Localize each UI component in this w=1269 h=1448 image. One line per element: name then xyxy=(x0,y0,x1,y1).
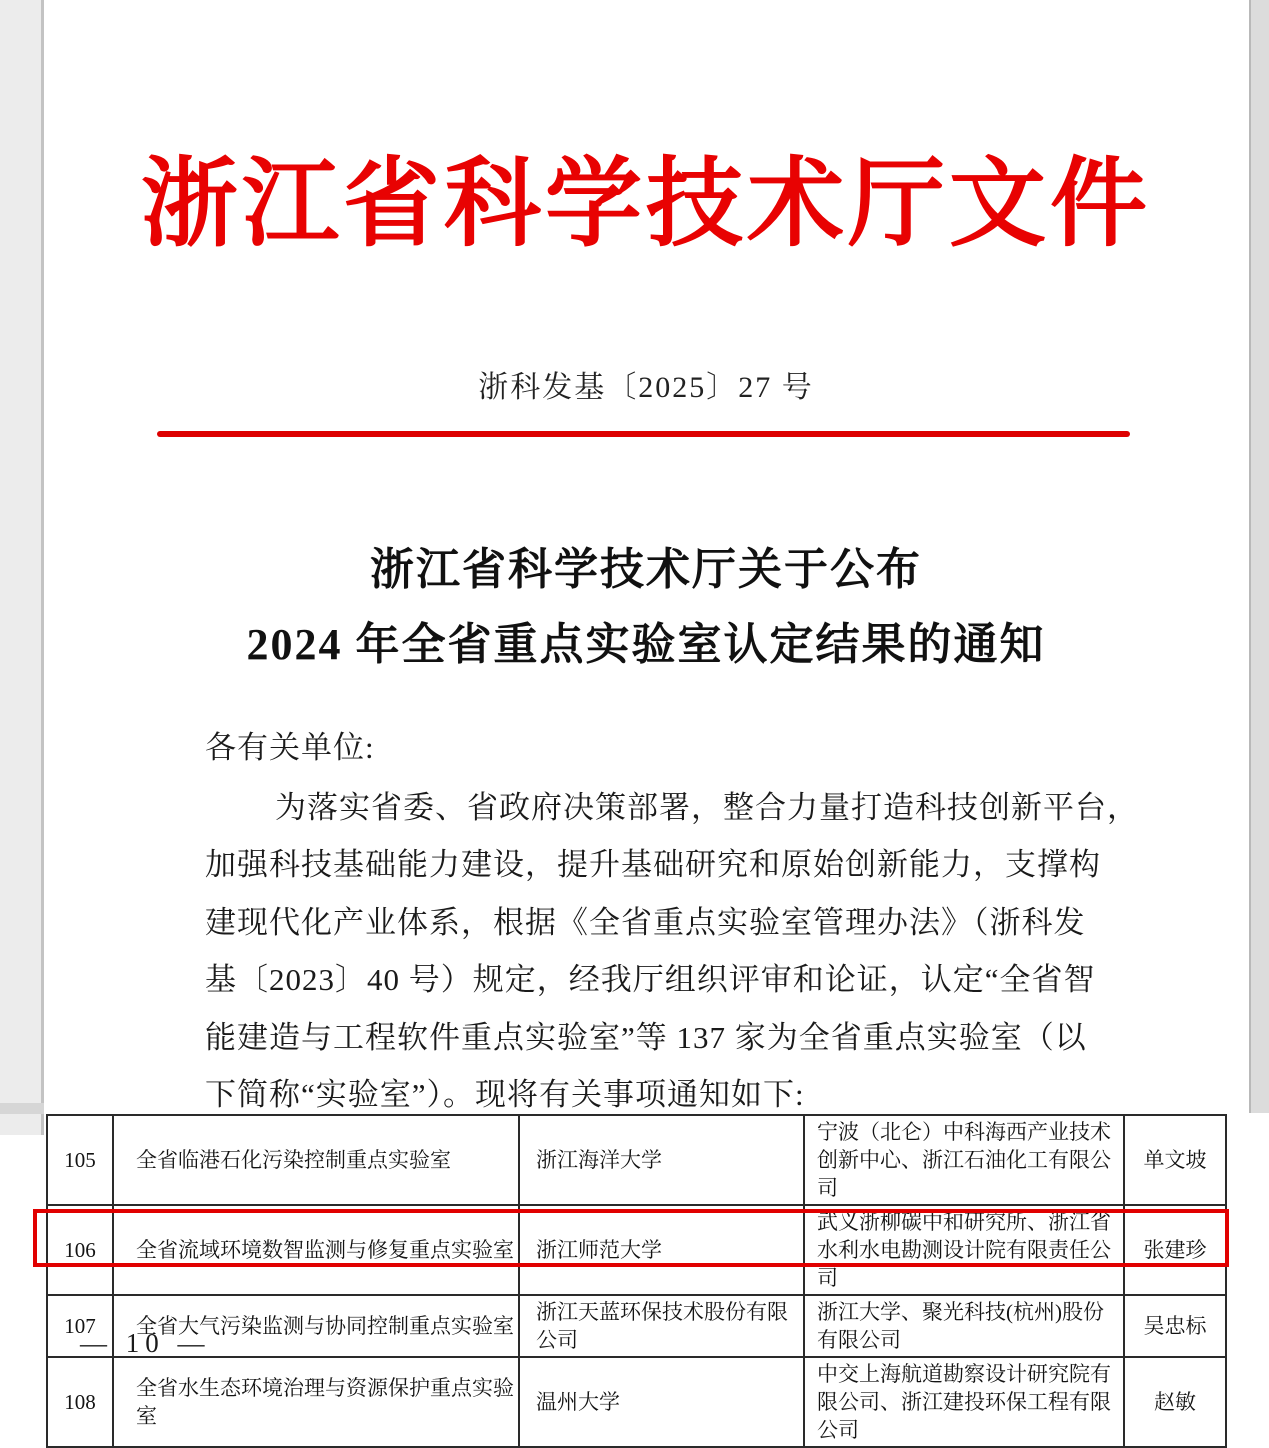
salutation: 各有关单位: xyxy=(205,730,375,765)
cell-partners: 中交上海航道勘察设计研究院有限公司、浙江建投环保工程有限公司 xyxy=(804,1357,1124,1447)
cell-host: 浙江师范大学 xyxy=(519,1205,804,1295)
viewer-left-margin xyxy=(0,0,44,1135)
table-row-highlighted xyxy=(47,1295,1226,1357)
cell-no: 106 xyxy=(47,1205,113,1295)
notice-title-line-2: 2024 年全省重点实验室认定结果的通知 xyxy=(246,620,1046,669)
cell-director: 吴忠标 xyxy=(1124,1295,1226,1357)
cell-host: 浙江海洋大学 xyxy=(519,1115,804,1205)
table-row xyxy=(47,1115,1226,1205)
body-line: 基〔2023〕40 号）规定，经我厅组织评审和论证，认定“全省智 xyxy=(205,962,1096,998)
notice-title-line-1: 浙江省科学技术厅关于公布 xyxy=(370,545,922,594)
cell-lab: 全省临港石化污染控制重点实验室 xyxy=(113,1115,519,1205)
body-paragraph xyxy=(205,779,1165,1123)
cell-lab: 全省水生态环境治理与资源保护重点实验室 xyxy=(113,1357,519,1447)
red-divider-rule xyxy=(157,431,1130,437)
body-line: 为落实省委、省政府决策部署，整合力量打造科技创新平台， xyxy=(275,790,1139,825)
labs-table-section xyxy=(46,1114,1227,1448)
cell-lab: 全省大气污染监测与协同控制重点实验室 xyxy=(113,1295,519,1357)
body-line: 建现代化产业体系，根据《全省重点实验室管理办法》（浙科发 xyxy=(205,904,1086,940)
letterhead-title: 浙江省科学技术厅文件 xyxy=(141,151,1151,258)
cell-partners: 武义浙柳碳中和研究所、浙江省水利水电勘测设计院有限责任公司 xyxy=(804,1205,1124,1295)
cell-no: 108 xyxy=(47,1357,113,1447)
labs-table xyxy=(46,1114,1227,1448)
document-number: 浙科发基〔2025〕27 号 xyxy=(478,371,814,404)
cell-host: 温州大学 xyxy=(519,1357,804,1447)
table-row xyxy=(47,1357,1226,1447)
cell-partners: 宁波（北仑）中科海西产业技术创新中心、浙江石油化工有限公司 xyxy=(804,1115,1124,1205)
cell-lab: 全省流域环境数智监测与修复重点实验室 xyxy=(113,1205,519,1295)
cell-director: 赵敏 xyxy=(1124,1357,1226,1447)
page-number: — 10 — xyxy=(80,1328,211,1358)
cell-no: 105 xyxy=(47,1115,113,1205)
body-line: 下简称“实验室”）。现将有关事项通知如下: xyxy=(205,1076,805,1112)
cell-partners: 浙江大学、聚光科技(杭州)股份有限公司 xyxy=(804,1295,1124,1357)
cell-no: 107 xyxy=(47,1295,113,1357)
viewer-right-margin xyxy=(1249,0,1269,1113)
labs-table-body xyxy=(47,1115,1226,1447)
cell-director: 张建珍 xyxy=(1124,1205,1226,1295)
row-107-highlight-box xyxy=(33,1209,1229,1267)
cell-host: 浙江天蓝环保技术股份有限公司 xyxy=(519,1295,804,1357)
body-line: 加强科技基础能力建设，提升基础研究和原始创新能力，支撑构 xyxy=(205,847,1101,883)
scan-seam-shadow xyxy=(0,1103,44,1114)
cell-director: 单文坡 xyxy=(1124,1115,1226,1205)
body-line: 能建造与工程软件重点实验室”等 137 家为全省重点实验室（以 xyxy=(205,1019,1087,1055)
